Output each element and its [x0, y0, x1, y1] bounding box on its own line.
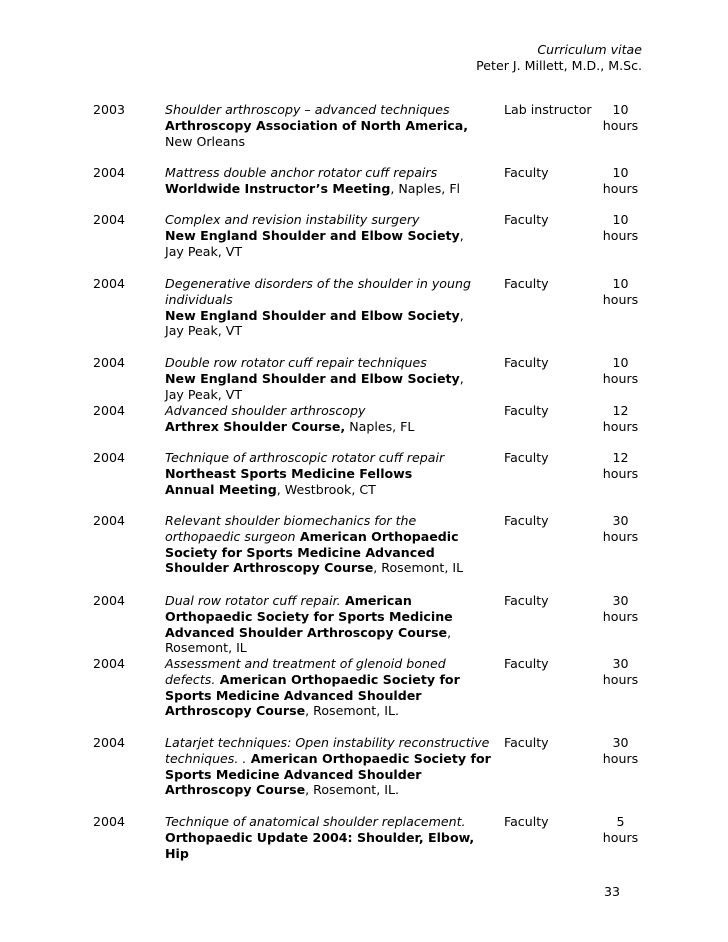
entry-location: , Rosemont, IL: [373, 560, 464, 576]
hours-unit: hours: [602, 227, 639, 243]
entry-location: , Rosemont, IL.: [305, 782, 399, 798]
entry-organization: New England Shoulder and Elbow Society: [165, 227, 460, 243]
entry-organization: American Orthopaedic Society for Sports Medicine Advanced Shoulder Arthroscopy Course: [165, 750, 491, 798]
entry-hours: [598, 593, 643, 625]
entry-role: Faculty: [504, 513, 549, 528]
entry-location: , Jay Peak, VT: [165, 307, 464, 339]
entry-hours: [598, 102, 643, 134]
document-title: Curriculum vitae: [537, 42, 642, 57]
hours-unit: hours: [602, 117, 639, 133]
entry-organization: New England Shoulder and Elbow Society: [165, 307, 460, 323]
entry-location: New Orleans: [165, 133, 246, 149]
entry-description: [165, 593, 495, 656]
entry-topic: Dual row rotator cuff repair.: [165, 593, 341, 608]
hours-value: 30: [612, 513, 629, 528]
entry-location: , Westbrook, CT: [276, 481, 376, 497]
hours-value: 5: [616, 814, 625, 829]
entry-year: 2004: [93, 212, 126, 227]
entry-organization: New England Shoulder and Elbow Society: [165, 370, 460, 386]
page-header: [476, 42, 642, 74]
hours-value: 30: [612, 656, 629, 671]
entry-description: [165, 102, 490, 149]
entry-topic: Complex and revision instability surgery: [165, 212, 420, 227]
entry-topic: Technique of arthroscopic rotator cuff repair: [165, 450, 445, 465]
entry-role: Faculty: [504, 450, 549, 465]
entry-organization: American Orthopaedic Society for Sports Medicine Advanced Shoulder Arthroscopy Course: [165, 671, 460, 719]
entry-location: , Jay Peak, VT: [165, 227, 464, 259]
entry-hours: [598, 355, 643, 387]
entry-topic: Mattress double anchor rotator cuff repairs: [165, 165, 438, 180]
entry-hours: [598, 656, 643, 688]
author-name: Peter J. Millett, M.D., M.Sc.: [476, 57, 642, 73]
entry-topic: Relevant shoulder biomechanics for the orthopaedic surgeon: [165, 513, 417, 544]
entry-year: 2004: [93, 593, 126, 608]
hours-value: 30: [612, 593, 629, 608]
entry-topic: Latarjet techniques: Open instability reconstructive techniques. .: [165, 735, 490, 766]
entry-location: , Jay Peak, VT: [165, 370, 464, 402]
entry-description: [165, 165, 495, 197]
entry-location: , Naples, Fl: [390, 180, 461, 196]
hours-value: 10: [612, 102, 629, 117]
entry-description: [165, 403, 495, 435]
hours-value: 10: [612, 212, 629, 227]
entry-role: Faculty: [504, 276, 549, 291]
entry-hours: [598, 450, 643, 482]
page-number: 33: [604, 884, 621, 899]
entry-location: , Rosemont, IL: [165, 624, 452, 656]
entry-year: 2004: [93, 403, 126, 418]
entry-description: [165, 355, 483, 402]
entry-organization: Arthroscopy Association of North America,: [165, 117, 469, 133]
entry-role: Faculty: [504, 165, 549, 180]
hours-unit: hours: [602, 671, 639, 687]
entry-role: Faculty: [504, 403, 549, 418]
hours-unit: hours: [602, 291, 639, 307]
entry-role: Faculty: [504, 355, 549, 370]
entry-topic: Assessment and treatment of glenoid boned defects.: [165, 656, 446, 687]
entry-description: [165, 656, 481, 719]
hours-unit: hours: [602, 528, 639, 544]
hours-value: 10: [612, 276, 629, 291]
entry-description: [165, 212, 483, 259]
entry-topic: Technique of anatomical shoulder replacement.: [165, 814, 466, 829]
entry-organization: American Orthopaedic Society for Sports Medicine Advanced Shoulder Arthroscopy Course: [165, 593, 453, 640]
entry-year: 2004: [93, 450, 126, 465]
entry-hours: [598, 814, 643, 846]
entry-topic: Double row rotator cuff repair techniques: [165, 355, 427, 370]
hours-value: 10: [612, 165, 629, 180]
hours-value: 12: [612, 450, 629, 465]
entry-organization: Worldwide Instructor’s Meeting: [165, 180, 391, 196]
entry-location: , Rosemont, IL.: [305, 703, 399, 719]
hours-unit: hours: [602, 608, 639, 624]
hours-value: 10: [612, 355, 629, 370]
hours-unit: hours: [602, 750, 639, 766]
entry-year: 2004: [93, 814, 126, 829]
hours-unit: hours: [602, 465, 639, 481]
entry-organization: Orthopaedic Update 2004: Shoulder, Elbow, Hip: [165, 829, 475, 861]
entry-year: 2004: [93, 513, 126, 528]
entry-hours: [598, 735, 643, 767]
entry-description: [165, 450, 465, 497]
entry-role: Faculty: [504, 814, 549, 829]
hours-unit: hours: [602, 180, 639, 196]
entry-year: 2004: [93, 656, 126, 671]
hours-unit: hours: [602, 418, 639, 434]
entry-topic: Shoulder arthroscopy – advanced techniques: [165, 102, 450, 117]
entry-role: Faculty: [504, 656, 549, 671]
entry-topic: Degenerative disorders of the shoulder in young individuals: [165, 276, 471, 307]
hours-unit: hours: [602, 370, 639, 386]
entry-year: 2004: [93, 165, 126, 180]
entry-role: Lab instructor: [504, 102, 592, 117]
entry-organization: Northeast Sports Medicine Fellows Annual Meeting: [165, 465, 413, 497]
entry-organization: American Orthopaedic Society for Sports Medicine Advanced Shoulder Arthroscopy Course: [165, 528, 459, 576]
hours-unit: hours: [602, 829, 639, 845]
hours-value: 12: [612, 403, 629, 418]
entry-location: Naples, FL: [345, 418, 415, 434]
entry-description: [165, 814, 495, 861]
entry-year: 2004: [93, 276, 126, 291]
hours-value: 30: [612, 735, 629, 750]
entry-description: [165, 276, 483, 339]
entry-role: Faculty: [504, 212, 549, 227]
entry-hours: [598, 403, 643, 435]
entry-organization: Arthrex Shoulder Course,: [165, 418, 346, 434]
entry-role: Faculty: [504, 593, 549, 608]
entry-description: [165, 735, 495, 798]
entry-topic: Advanced shoulder arthroscopy: [165, 403, 366, 418]
entry-hours: [598, 276, 643, 308]
entry-role: Faculty: [504, 735, 549, 750]
entry-hours: [598, 165, 643, 197]
entry-year: 2003: [93, 102, 126, 117]
entry-hours: [598, 212, 643, 244]
entry-year: 2004: [93, 355, 126, 370]
entry-description: [165, 513, 495, 576]
entry-hours: [598, 513, 643, 545]
entry-year: 2004: [93, 735, 126, 750]
